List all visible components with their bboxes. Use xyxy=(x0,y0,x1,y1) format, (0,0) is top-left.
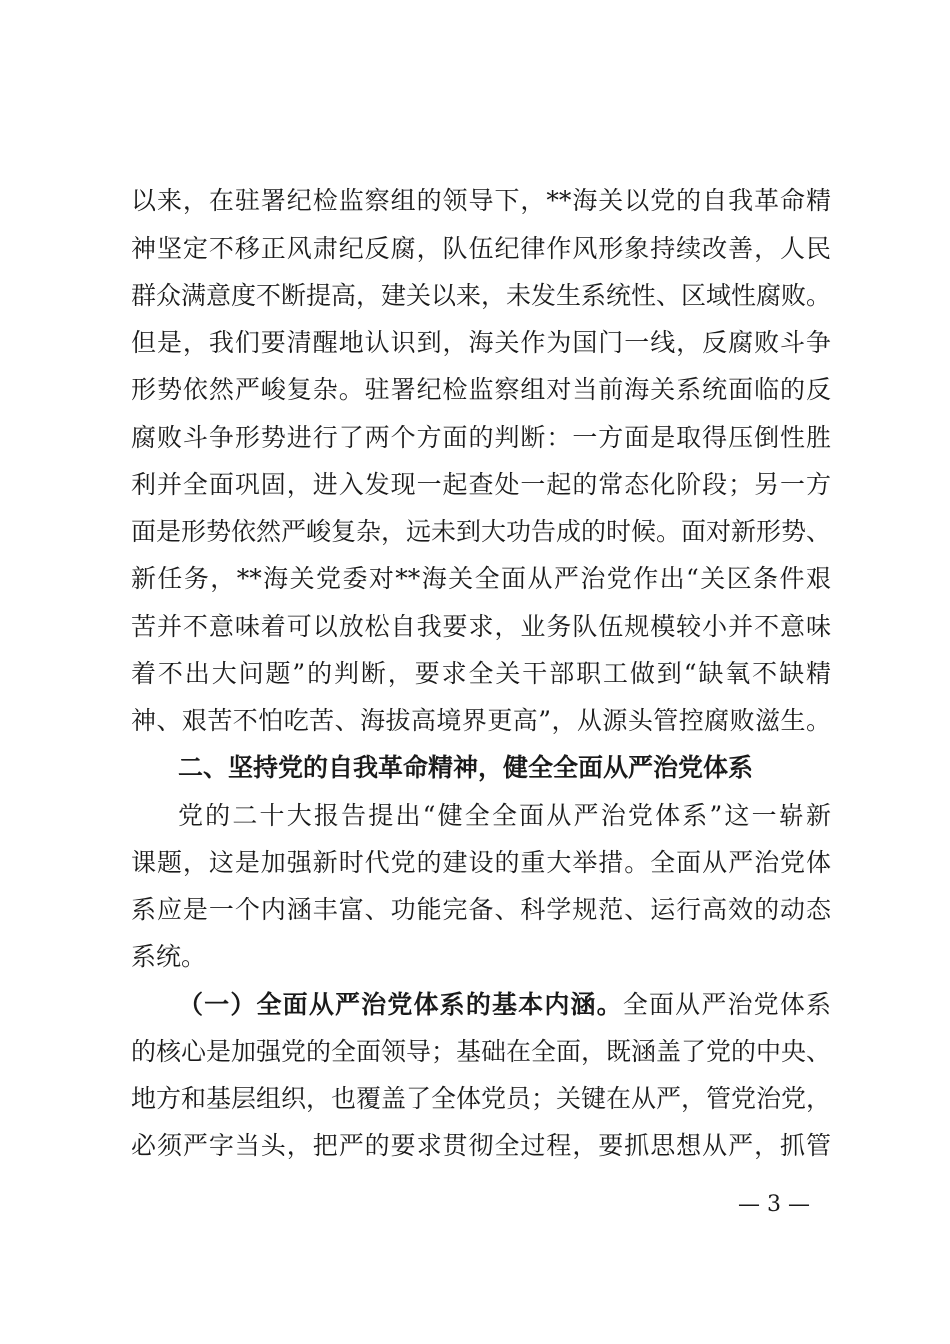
paragraph-line: 以来，在驻署纪检监察组的领导下，**海关以党的自我革命精 xyxy=(131,186,831,215)
paragraph-first-line xyxy=(178,985,831,1025)
paragraph-line: 苦并不意味着可以放松自我要求，业务队伍规模较小并不意味 xyxy=(131,612,831,641)
paragraph-line: 形势依然严峻复杂。驻署纪检监察组对当前海关系统面临的反 xyxy=(131,375,831,404)
paragraph-line: 党的二十大报告提出“健全全面从严治党体系”这一崭新 xyxy=(178,801,831,830)
paragraph-line: 必须严字当头，把严的要求贯彻全过程，要抓思想从严，抓管 xyxy=(131,1131,831,1160)
paragraph-line: 系统。 xyxy=(131,942,207,971)
paragraph-line: 面是形势依然严峻复杂，远未到大功告成的时候。面对新形势、 xyxy=(131,517,832,546)
paragraph-line: 神、艰苦不怕吃苦、海拔高境界更高”，从源头管控腐败滋生。 xyxy=(131,706,831,735)
paragraph-line: 利并全面巩固，进入发现一起查处一起的常态化阶段；另一方 xyxy=(131,470,831,499)
paragraph-line: 群众满意度不断提高，建关以来，未发生系统性、区域性腐败。 xyxy=(131,281,832,310)
paragraph-line: 腐败斗争形势进行了两个方面的判断：一方面是取得压倒性胜 xyxy=(131,423,831,452)
paragraph-line: 新任务，**海关党委对**海关全面从严治党作出“关区条件艰 xyxy=(131,564,831,593)
subsection-title: （一）全面从严治党体系的基本内涵。 xyxy=(178,990,623,1019)
paragraph-line: 着不出大问题”的判断，要求全关干部职工做到“缺氧不缺精 xyxy=(131,659,831,688)
paragraph-line: 课题，这是加强新时代党的建设的重大举措。全面从严治党体 xyxy=(131,848,831,877)
paragraph-line: 的核心是加强党的全面领导；基础在全面，既涵盖了党的中央、 xyxy=(131,1037,832,1066)
page-number: — 3 — xyxy=(738,1192,810,1217)
section-heading: 二、坚持党的自我革命精神，健全全面从严治党体系 xyxy=(178,753,754,782)
paragraph-line: 系应是一个内涵丰富、功能完备、科学规范、运行高效的动态 xyxy=(131,895,831,924)
paragraph-line: 但是，我们要清醒地认识到，海关作为国门一线，反腐败斗争 xyxy=(131,328,831,357)
paragraph-text: 全面从严治党体系 xyxy=(622,990,831,1019)
paragraph-line: 神坚定不移正风肃纪反腐，队伍纪律作风形象持续改善，人民 xyxy=(131,234,831,263)
paragraph-line: 地方和基层组织，也覆盖了全体党员；关键在从严，管党治党， xyxy=(131,1084,832,1113)
